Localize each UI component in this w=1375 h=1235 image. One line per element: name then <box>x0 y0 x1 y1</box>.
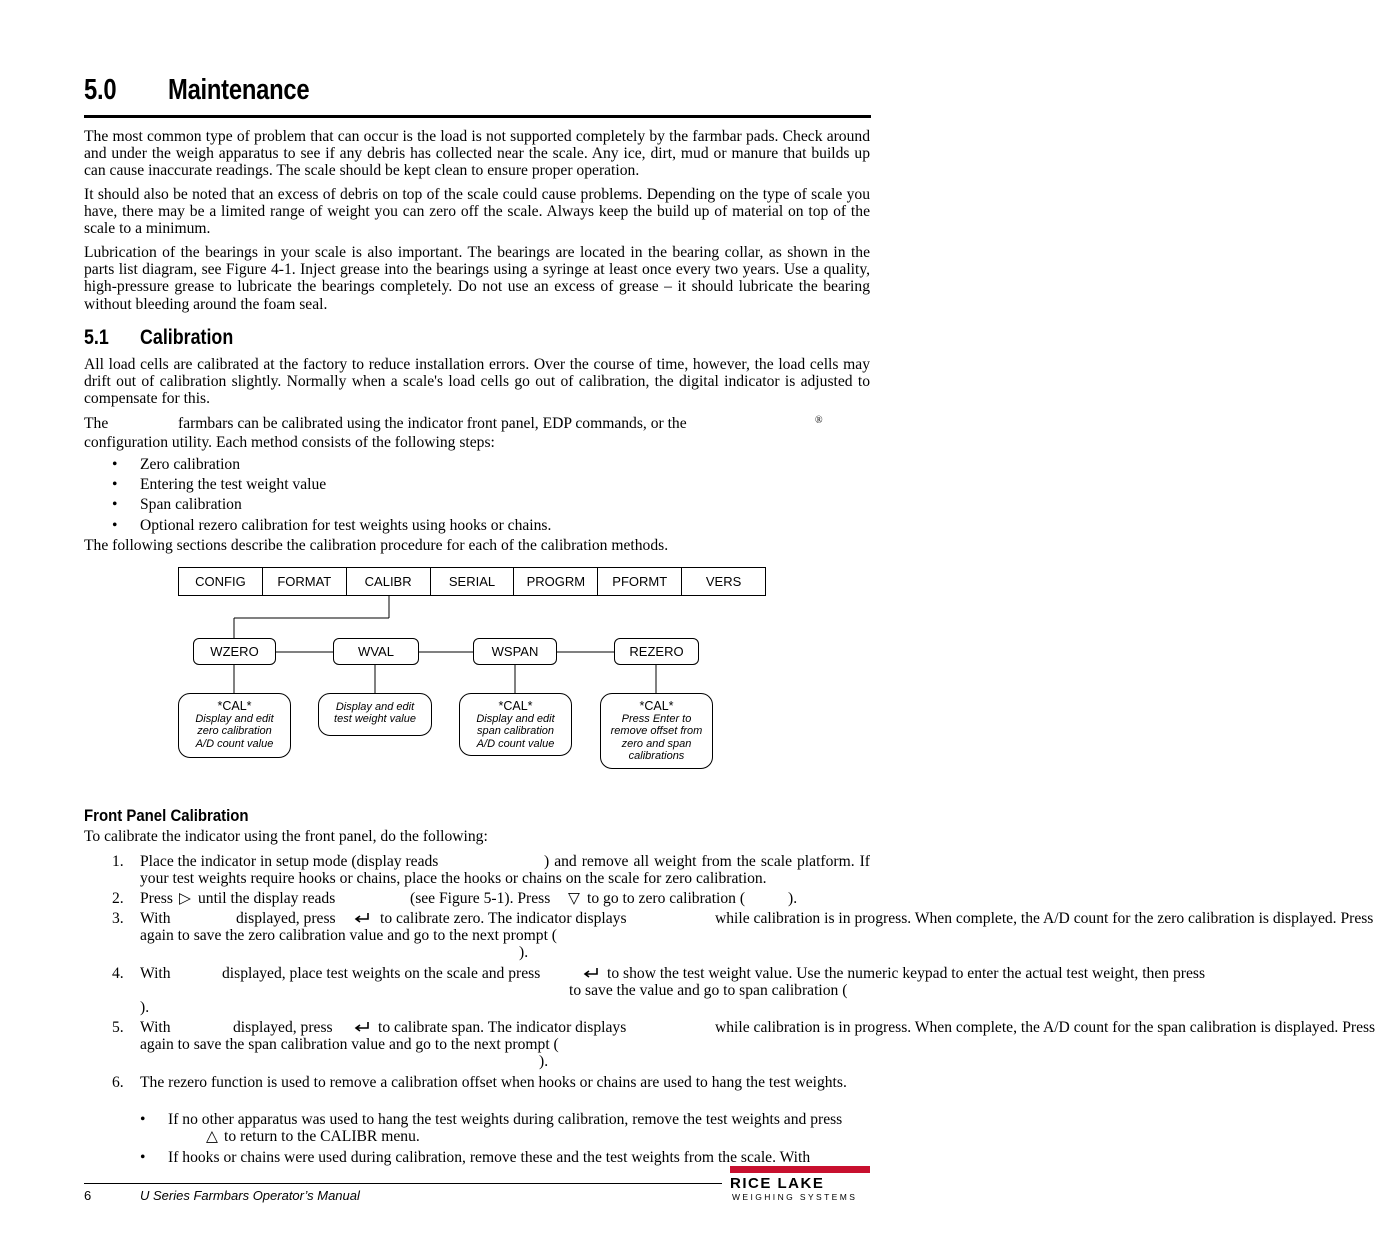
desc-line: A/D count value <box>476 737 555 750</box>
section-title: Maintenance <box>168 74 310 106</box>
bullet-mark: • <box>140 1111 146 1128</box>
bullet-text: Zero calibration <box>140 456 241 473</box>
desc-line: Display and edit <box>476 713 555 725</box>
enter-key-icon <box>353 912 371 924</box>
cal-label: *CAL* <box>498 699 533 713</box>
desc-rezero <box>600 693 713 769</box>
calibration-intro: All load cells are calibrated at the factory to reduce installation errors. Over the course of time, however, the load cells may drift out of calibration slightly. Normally when a scale's load cells go out of calibration, the digital indicator is adjusted to compensate for this. <box>84 356 870 408</box>
step-text: ). <box>519 944 529 961</box>
step-2 <box>112 890 870 908</box>
step-6 <box>112 1074 870 1110</box>
bullet-text: Entering the test weight value <box>140 476 327 493</box>
step-5 <box>112 1019 1375 1073</box>
step-text: With <box>140 910 171 927</box>
desc-line: Press Enter to <box>621 713 692 725</box>
front-panel-heading: Front Panel Calibration <box>84 806 249 825</box>
menu-item-pformt: PFORMT <box>598 568 682 595</box>
subsection-title: Calibration <box>140 326 234 349</box>
bullet-mark: • <box>112 476 118 493</box>
rice-lake-logo <box>730 1166 870 1202</box>
menu-item-serial: SERIAL <box>431 568 515 595</box>
step-text: Press <box>140 890 173 907</box>
bullet-item <box>112 456 241 473</box>
logo-name: RICE LAKE <box>730 1175 825 1192</box>
calibr-menu-diagram <box>0 560 954 780</box>
bullet-mark: • <box>140 1149 146 1166</box>
step-number: 1. <box>112 853 124 870</box>
step-number: 6. <box>112 1074 124 1091</box>
desc-wzero <box>178 693 291 758</box>
footer-rule <box>84 1183 722 1184</box>
step-number: 2. <box>112 890 124 907</box>
step-text: ) and remove all weight from the scale platform. If your test weights require hooks or chains, place the hooks or chains on the scale for zero calibration. <box>140 853 870 888</box>
step-text: displayed, press <box>233 1019 333 1036</box>
sub-bullet-text: to return to the CALIBR menu. <box>224 1128 420 1145</box>
menu-item-format: FORMAT <box>263 568 347 595</box>
step-text: With <box>140 965 171 982</box>
bullet-mark: • <box>112 496 118 513</box>
step-text: to calibrate span. The indicator displays <box>378 1019 627 1036</box>
paragraph-lubrication: Lubrication of the bearings in your scale is also important. The bearings are located in the bearing collar, as shown in the parts list diagram, see Figure 4-1. Inject grease into the bearings using a syringe at least once every two years. Use a quality, high-pressure grease to lubricate the bearings completely. Do not use an excess of grease – it should lubricate the bearing without bleeding around the foam seal. <box>84 244 870 313</box>
desc-line: zero and span <box>621 737 692 750</box>
paragraph-debris: The most common type of problem that can occur is the load is not supported completely by the farmbar pads. Check around and under the weigh apparatus to see if any debris has collected near the scale. Any ice, dirt, mud or manure that builds up can cause inaccurate readings. The scale should be kept clean to ensure proper operation. <box>84 128 870 180</box>
methods-text-a: The <box>84 415 109 432</box>
desc-line: zero calibration <box>197 725 272 738</box>
step-text: until the display reads <box>198 890 336 907</box>
subsection-number: 5.1 <box>84 326 109 349</box>
step-text: to go to zero calibration ( <box>587 890 746 907</box>
down-arrow-key-icon: ▽ <box>568 890 580 907</box>
step-text: Place the indicator in setup mode (display reads <box>140 853 439 870</box>
desc-wval <box>318 693 432 736</box>
page-number: 6 <box>84 1188 92 1203</box>
param-wspan: WSPAN <box>473 638 557 665</box>
desc-line: calibrations <box>628 750 685 763</box>
bullet-mark: • <box>112 517 118 534</box>
methods-line <box>84 415 870 433</box>
menu-item-vers: VERS <box>705 574 742 589</box>
bullet-item <box>112 476 327 493</box>
methods-text-b: farmbars can be calibrated using the indicator front panel, EDP commands, or the <box>178 415 687 432</box>
step-text: to save the value and go to span calibration ( <box>569 982 848 999</box>
manual-title: U Series Farmbars Operator’s Manual <box>140 1188 360 1203</box>
bullet-item <box>112 496 242 513</box>
enter-key-icon <box>582 967 600 979</box>
paragraph-excess: It should also be noted that an excess of debris on top of the scale could cause problems. Depending on the type of scale you have, there may be a limited range of weight you can zero off the scale. Always keep the build up of material on top of the scale to a minimum. <box>84 186 870 238</box>
cal-label: *CAL* <box>217 699 252 713</box>
front-panel-intro: To calibrate the indicator using the front panel, do the following: <box>84 828 488 845</box>
bullet-mark: • <box>112 456 118 473</box>
param-rezero: REZERO <box>614 638 699 665</box>
step-text: to show the test weight value. Use the numeric keypad to enter the actual test weight, then press <box>607 965 1206 982</box>
step-text: With <box>140 1019 171 1036</box>
sub-bullet-text: If no other apparatus was used to hang the test weights during calibration, remove the test weights and press <box>168 1111 843 1128</box>
sub-bullet-2 <box>140 1149 870 1167</box>
calibration-outro: The following sections describe the calibration procedure for each of the calibration methods. <box>84 537 669 554</box>
desc-line: test weight value <box>334 713 416 726</box>
step-1 <box>112 853 870 889</box>
step-number: 3. <box>112 910 124 927</box>
step-text: ). <box>788 890 798 907</box>
enter-key-icon <box>353 1021 371 1033</box>
step-4 <box>112 965 1206 1019</box>
bullet-item <box>112 517 552 534</box>
section-heading <box>84 72 871 118</box>
step-number: 5. <box>112 1019 124 1036</box>
param-wval: WVAL <box>333 638 419 665</box>
sub-bullet-1 <box>140 1111 870 1147</box>
step-text: while calibration is in progress. When complete, the A/D count for the span calibration is displayed. Press <box>715 1019 1375 1036</box>
bullet-text: Span calibration <box>140 496 242 513</box>
methods-text-c: configuration utility. Each method consists of the following steps: <box>84 434 495 451</box>
step-text: again to save the span calibration value and go to the next prompt ( <box>140 1036 559 1053</box>
logo-subtitle: WEIGHING SYSTEMS <box>732 1192 858 1202</box>
step-text: to calibrate zero. The indicator displays <box>380 910 627 927</box>
desc-line: remove offset from <box>610 725 703 738</box>
desc-line: span calibration <box>476 725 555 738</box>
step-text: again to save the zero calibration value and go to the next prompt ( <box>140 927 557 944</box>
bullet-text: Optional rezero calibration for test weights using hooks or chains. <box>140 517 552 534</box>
registered-mark: ® <box>815 415 823 426</box>
up-arrow-key-icon: △ <box>206 1128 218 1145</box>
desc-line: Display and edit <box>195 713 274 725</box>
desc-line: Display and edit <box>335 701 415 713</box>
step-number: 4. <box>112 965 124 982</box>
step-text: (see Figure 5-1). Press <box>410 890 551 907</box>
step-text: ). <box>140 999 150 1016</box>
desc-wspan <box>459 693 572 756</box>
menu-item-calibr: CALIBR <box>347 568 431 595</box>
param-wzero: WZERO <box>193 638 276 665</box>
sub-bullet-text: If hooks or chains were used during calibration, remove these and the test weights from the scale. With <box>168 1149 811 1166</box>
step-text: displayed, place test weights on the scale and press <box>222 965 541 982</box>
menu-item-config: CONFIG <box>179 568 263 595</box>
right-arrow-key-icon: ▷ <box>179 890 191 907</box>
desc-line: A/D count value <box>195 737 274 750</box>
step-text: displayed, press <box>236 910 336 927</box>
step-text: while calibration is in progress. When complete, the A/D count for the zero calibration is displayed. Press <box>715 910 1374 927</box>
menu-bar <box>178 567 766 596</box>
section-number: 5.0 <box>84 74 117 106</box>
step-text: The rezero function is used to remove a calibration offset when hooks or chains are used to hang the test weights. <box>140 1074 847 1091</box>
step-text: ). <box>539 1053 549 1070</box>
menu-item-progrm: PROGRM <box>514 568 598 595</box>
logo-red-bar <box>730 1166 870 1173</box>
cal-label: *CAL* <box>639 699 674 713</box>
step-3 <box>112 910 1374 964</box>
